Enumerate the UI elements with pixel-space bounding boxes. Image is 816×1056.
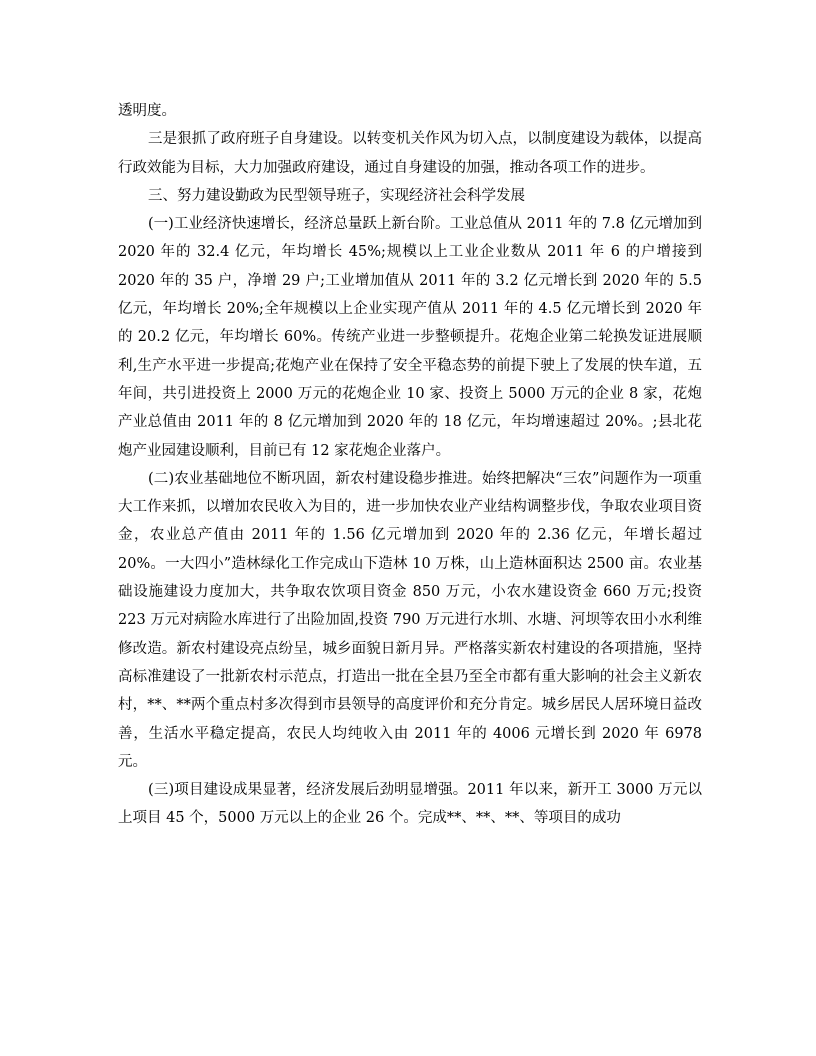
document-page [118,97,702,833]
paragraph-industry: (一)工业经济快速增长，经济总量跃上新台阶。工业总值从 2011 年的 7.8 亿元增加到 2020 年的 32.4 亿元，年均增长 45%;规模以上工业企业数从 2011 年 6 的户增接到 2020 年的 35 户，净增 29 户;工业增加值从 2011 年的 3.2 亿元增长到 2020 年的 5.5 亿元，年均增长 20%;全年规模以上企业实现产值从 2011 年的 4.5 亿元增长到 2020 年的 20.2 亿元，年均增长 60%。传统产业进一步整顿提升。花炮企业第二轮换发证进展顺利,生产水平进一步提高;花炮产业在保持了安全平稳态势的前提下驶上了发展的快车道，五年间，共引进投资上 2000 万元的花炮企业 10 家、投资上 5000 万元的企业 8 家，花炮产业总值由 2011 年的 8 亿元增加到 2020 年的 18 亿元，年均增速超过 20%。;县北花炮产业园建设顺利，目前已有 12 家花炮企业落户。 [118,216,702,459]
paragraph-government-building: 三是狠抓了政府班子自身建设。以转变机关作风为切入点，以制度建设为载体，以提高行政效能为目标，大力加强政府建设，通过自身建设的加强，推动各项工作的进步。 [118,131,702,176]
paragraph-agriculture: (二)农业基础地位不断巩固，新农村建设稳步推进。始终把解决“三农”问题作为一项重大工作来抓，以增加农民收入为目的，进一步加快农业产业结构调整步伐，争取农业项目资金，农业总产值由 2011 年的 1.56 亿元增加到 2020 年的 2.36 亿元，年增长超过 20%。一大四小”造林绿化工作完成山下造林 10 万株，山上造林面积达 2500 亩。农业基础设施建设力度加大，共争取农饮项目资金 850 万元，小农水建设资金 660 万元;投资 223 万元对病险水库进行了出险加固,投资 790 万元进行水圳、水塘、河坝等农田小水利维修改造。新农村建设亮点纷呈，城乡面貌日新月异。严格落实新农村建设的各项措施，坚持高标准建设了一批新农村示范点，打造出一批在全县乃至全市都有重大影响的社会主义新农村，**、**两个重点村多次得到市县领导的高度评价和充分肯定。城乡居民人居环境日益改善，生活水平稳定提高，农民人均纯收入由 2011 年的 4006 元增长到 2020 年 6978 元。 [118,470,702,770]
paragraph-projects: (三)项目建设成果显著，经济发展后劲明显增强。2011 年以来，新开工 3000 万元以上项目 45 个，5000 万元以上的企业 26 个。完成**、**、**、等项目的成功 [118,782,702,827]
paragraph-continuation: 透明度。 [118,103,176,119]
section-heading: 三、努力建设勤政为民型领导班子，实现经济社会科学发展 [148,187,525,204]
